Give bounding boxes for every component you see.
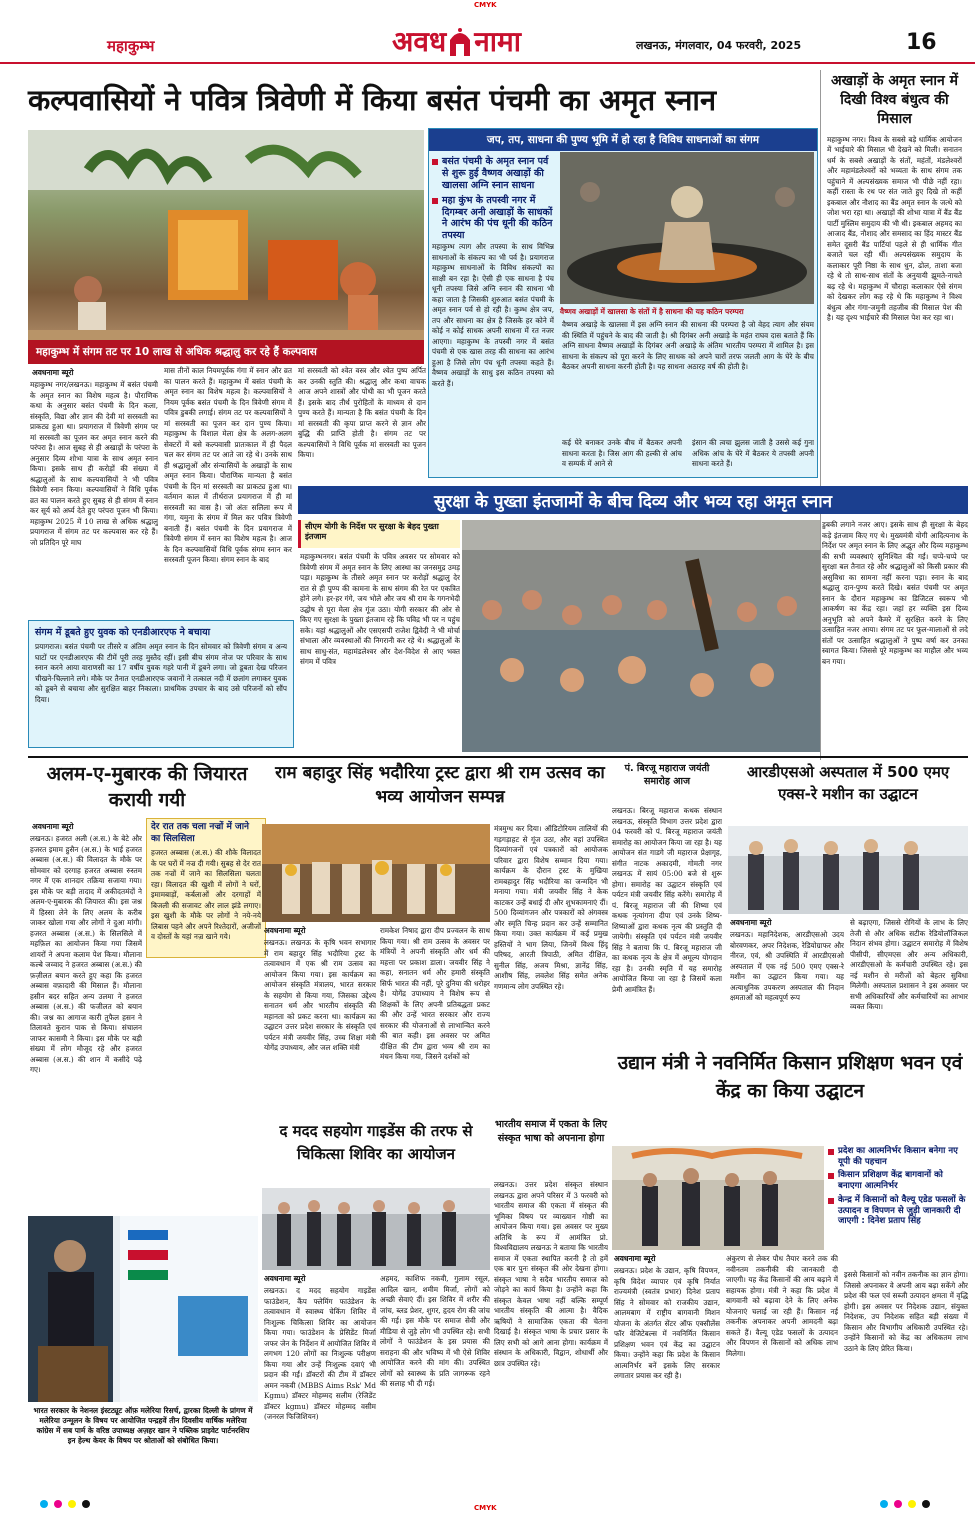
security-body-right: डुबकी लगाने नजर आए। इसके साथ ही सुरक्षा के बेहद कड़े इंतजाम किए गए थे। मुख्यमंत्री योगी आदित्यनाथ के निर्देश पर अमृत स्नान के लिए अद्भुत और दिव्य महाकुम्भ की सभी व्यवस्थाएं सुनिश्चित की गईं। चप्पे-चप्पे पर सुरक्षा बल तैनात रहे और श्रद्धालुओं को किसी प्रकार की असुविधा का सामना नहीं करना पड़ा। स्नान के बाद श्रद्धालु दान-पुण्य करते दिखे। बसंत पंचमी पर अमृत स्नान के दौरान महाकुम्भ का डिजिटल स्वरूप भी आकर्षण का केंद्र रहा। जहां हर व्यक्ति इस दिव्य अनुभूति को अपने कैमरे में सुरक्षित करने के लिए उत्साहित नजर आया। संगम तट पर फूल-मालाओं से लदे संतों पर उत्साहित श्रद्धालुओं ने पुष्प वर्षा कर उनका स्वागत किया। जिससे पूरे महाकुम्भ का माहौल और भव्य बन गया।: [822, 520, 968, 666]
horticulture-headline-box: [612, 1050, 968, 1142]
security-kicker: सीएम योगी के निर्देश पर सुरक्षा के बेहद पुख्ता इंतजाम: [305, 522, 439, 542]
alam-headline-box: [28, 762, 266, 818]
security-headline-bar: [298, 486, 968, 514]
yellow-dot-icon: [908, 1500, 916, 1508]
sidebar-body: महाकुम्भ नगर। विश्व के सबसे बड़े धार्मिक आयोजन में भाईचारे की मिसाल भी देखने को मिली। सनातन धर्म के सबसे अखाड़ों के संतों, महंतों, मंडलेश्वरों और महामंडलेश्वरों को भव्यता के साथ संगम तक पहुंचाने में अल्पसंख्यक समाज भी पीछे नहीं रहा। कहीं रास्ता के रथ पर संत जाते हुए दिखे तो कहीं इकबाल और नौशाद का बैंड अमृत स्नान के जत्थे को जोश भरा रहा था। अखाड़ों की शोभा यात्रा में बैंड बैंड पार्टी मुस्लिम समुदाय की भी थी। इकबाल अहमद का आजाद बैंड, नौशाद और समसाद का हिंद मास्टर बैंड समेत दूसरी बैंड पार्टियां पहले से ही धार्मिक गीत बजाते चल रही थीं। अल्पसंख्यक समुदाय के कलाकार पूरी निष्ठा के साथ धुन, ढोल, ताशा बजा रहे थे तो साथ-साथ संतों के अनुयायी झूमते-नाचते बढ़ रहे थे। महाकुम्भ में चौराहा कलाकार ऐसे संगम को देखकर लोग कह रहे थे कि महाकुम्भ ने विश्व बंधुत्व और गंगा-जमुनी तहजीब की मिसाल पेश की है। यह दृश्य भाईचारे की मिसाल पेश कर रहा था।: [827, 134, 962, 323]
malaria-conference-image: [28, 1216, 258, 1402]
horticulture-photo: [612, 1146, 824, 1250]
registration-strip-top: [0, 0, 975, 12]
lead-photo-caption: महाकुम्भ में संगम तट पर 10 लाख से अधिक श्रद्धालु कर रहे हैं कल्पवास: [36, 346, 317, 358]
madad-byline: अवधनामा ब्यूरो: [264, 1274, 306, 1283]
horticulture-body-col2: अंकुरण से लेकर पौध तैयार करने तक की नवीनतम तकनीकी की जानकारी दी जाएगी। यह केंद्र किसानों की आय बढ़ाने में सहायक होगा। मंत्री ने कहा कि प्रदेश में बागवानी को बढ़ावा देने के लिए अनेक योजनाएं चलाई जा रही हैं। किसान नई तकनीक अपनाकर अपनी आमदनी बढ़ा सकते हैं। वैल्यू एडेड फसलों के उत्पादन और विपणन से किसानों को अधिक लाभ मिलेगा।: [726, 1254, 838, 1358]
horticulture-bullet-1: प्रदेश का आत्मनिर्भर किसान बनेगा नए यूपी की पहचान: [828, 1146, 968, 1167]
horticulture-headline: उद्यान मंत्री ने नवनिर्मित किसान प्रशिक्षण भवन एवं केंद्र का किया उद्घाटन: [617, 1052, 963, 1102]
medical-camp-image: [262, 1188, 490, 1270]
ndrf-headline: संगम में डूबते हुए युवक को एनडीआरएफ ने बचाया: [35, 627, 211, 638]
xray-inauguration-image: [728, 826, 968, 914]
nazr-headline: देर रात तक चला नज्रों में जाने का सिलसिला: [151, 822, 250, 844]
sanskrit-headline-box: [494, 1118, 608, 1178]
training-centre-inauguration-image: [612, 1146, 824, 1250]
lead-headline-box: [28, 72, 818, 126]
ndrf-body: प्रयागराज। बसंत पंचमी पर तीसरे व अंतिम अमृत स्नान के दिन सोमवार को त्रिवेणी संगम व अन्य घाटों पर एनडीआरएफ की टीमें पूरी तरह मुस्तैद रहीं। इसी बीच संगम नोज पर परिवार के साथ स्नान करने आया वाराणसी का 17 वर्षीय युवक गहरे पानी में डूबने लगा। जो डूबता देख परिजन चीखने-चिल्लाने लगे। मौके पर तैनात एनडीआरएफ जवानों ने तत्काल नदी में छलांग लगाकर युवक को डूबने से बचाया और सुरक्षित बाहर निकाला। प्राथमिक उपचार के बाद उसे परिजनों को सौंप दिया।: [35, 642, 287, 704]
cmyk-label-bottom: CMYK: [474, 1504, 497, 1512]
madad-photo: [262, 1188, 490, 1270]
ndrf-box: [28, 620, 294, 748]
section-divider: [28, 756, 968, 758]
nazr-box: [146, 818, 266, 958]
madad-body-col2: अहमद, काशिफ नकवी, गुलाम रसूल, आदिल खान, शमीम मिर्जा, लोगों को अच्छी सेवाएं दीं। इस शिविर में शरीर की जांच, ब्लड प्रेशर, शुगर, हृदय रोग की जांच की गई। इस मौके पर समाज सेवी और मीडिया से जुड़े लोग भी उपस्थित रहे। सभी लोगों ने फाउंडेशन के इस प्रयास की सराहना की और भविष्य में भी ऐसे शिविर आयोजित करने की मांग की। उपस्थित लोगों को स्वास्थ्य के प्रति जागरूक रहने की सलाह भी दी गई।: [380, 1274, 490, 1388]
logo-text-right: नामा: [474, 25, 521, 58]
cyan-dot-icon: [40, 1500, 48, 1508]
sanskrit-headline: भारतीय समाज में एकता के लिए संस्कृत भाषा को अपनाना होगा: [494, 1119, 608, 1144]
horticulture-bullet-3: केन्द्र में किसानों को वैल्यू एडेड फसलों के उत्पादन व विपणन से जुड़ी जानकारी दी जाएगी : दिनेश प्रताप सिंह: [828, 1195, 968, 1227]
page-number: 16: [906, 30, 937, 55]
sidebar-headline: अखाड़ों के अमृत स्नान में दिखी विश्व बंधुत्व की मिसाल: [830, 73, 959, 127]
cmyk-label-top: CMYK: [474, 1, 497, 9]
alam-headline: अलम-ए-मुबारक की जियारत करायी गयी: [46, 763, 248, 811]
black-dot-icon: [82, 1500, 90, 1508]
horticulture-byline: अवधनामा ब्यूरो: [614, 1254, 656, 1263]
lead-photo-caption-bar: [28, 340, 424, 364]
feature-photo-caption-bar: [560, 305, 814, 319]
birju-headline-box: [612, 762, 722, 802]
ram-body-col3: मंत्रमुग्ध कर दिया। ऑडिटोरियम तालियों की गड़गड़ाहट से गूंज उठा, और वहां उपस्थित दिव्यांगजनों एवं पत्रकारों को आयोजक परिवार द्वारा विशेष सम्मान दिया गया। कार्यक्रम के दौरान ट्रस्ट के मुखिया रामबहादुर सिंह भदौरिया का जन्मदिन भी मनाया गया। मंत्री जयवीर सिंह ने केक काटकर उन्हें बधाई दी और शुभकामनाएं दीं। 500 दिव्यांगजन और पत्रकारों को अंगवस्त्र और स्मृति चिन्ह प्रदान कर उन्हें सम्मानित किया गया। उक्त कार्यक्रम में कई प्रमुख हस्तियों ने भाग लिया, जिनमें विश्व हिंदू परिषद, आरती त्रिपाठी, अमित दीक्षित, सुनील सिंह, अजय मिश्रा, ज्ञानेंद्र सिंह, आशीष सिंह, लवलेश सिंह समेत अनेक गणमान्य लोग उपस्थित रहे।: [494, 824, 608, 991]
nazr-body: हजरत अब्बास (अ.स.) की शौके विलादत के पर घरों में नज्र दी गयी। सुबह से देर रात तक नज्रों में जाने का सिलसिला चलता रहा। विलादत की खुशी में लोगों ने घरों, इमामबाड़ों, कर्बलाओं और दरगाहों में बिजली की सजावट और लाल झंडे लगाए। इस खुशी के मौके पर लोगों ने नये-नये लिबास पहने और अपने रिश्तेदारों, अजीजों व दोस्तों के यहां नज़्र खाने गये।: [151, 848, 261, 942]
feature-title: जप, तप, साधना की पुण्य भूमि में हो रहा है विविध साधनाओं का संगम: [486, 134, 760, 146]
horticulture-bullet-2: किसान प्रशिक्षण केंद्र बागवानों को बनाएगा आत्मनिर्भर: [828, 1170, 968, 1191]
feature-title-bar: [429, 129, 817, 151]
security-headline: सुरक्षा के पुख्ता इंतजामों के बीच दिव्य और भव्य रहा अमृत स्नान: [433, 491, 833, 512]
ram-utsav-stage-image: [262, 824, 490, 922]
security-body-left: महाकुम्भनगर। बसंत पंचमी के पवित्र अवसर पर सोमवार को त्रिवेणी संगम में अमृत स्नान के लिए आस्था का जनसमुद्र उमड़ पड़ा। महाकुम्भ के तीसरे अमृत स्नान पर करोड़ों श्रद्धालु देर रात से ही पुण्य की कामना के साथ संगम की रेत पर एकत्रित होने लगे। हर-हर गंगे, जय भोले और जय श्री राम के गगनभेदी उद्घोष से पूरा मेला क्षेत्र गूंज उठा। योगी सरकार की ओर से किए गए सुरक्षा के पुख्ता इंतजाम रहे कि पविद्र भी पर न पहुंच सके। यहां श्रद्धालुओं और एसएसपी राजेश द्विवेदी ने भी मोर्चा संभाला और व्यवस्थाओं की निगरानी कर रहे थे। श्रद्धालुओं के साथ साधु-संत, महामंडलेश्वर और देश-विदेश से आए भक्त संगम में पवित्र: [300, 552, 460, 666]
masthead: [0, 12, 975, 64]
feature-photo-caption: वैष्णव अखाड़ों में खालसा के संतों में है साधना की यह कठिन परम्परा: [560, 307, 744, 316]
alam-body: लखनऊ। हजरत अली (अ.स.) के बेटे और हजरत इमाम हुसैन (अ.स.) के भाई हजरत अब्बास (अ.स.) की विलादत के मौके पर सोमवार को दरगाह हजरत अब्बास रुस्तम नगर में एक शानदार तक्रिया सजाया गया। इस मौके पर बड़ी तादाद में अकीदतमंदों ने अलम-ए-मुबारक की जियारत की। इस जश्न में हिस्सा लेने के लिए अलम के करीब जाकर खोला गया और लोगों ने दुआ मांगी। हजरत अब्बास (अ.स.) के सिलसिले में महफ़िल का आयोजन किया गया जिसमें शायरों ने अपना कलाम पेश किया। मौलाना कल्बे जव्वाद ने हजरत अब्बास (अ.स.) की फ़ज़ीलत बयान करते हुए कहा कि हजरत अब्बास वफ़ादारी की मिसाल हैं। मौलाना हसीन बदर सहित अन्य उलमा ने हजरत अब्बास (अ.स.) की फजीलत को बयान की। जश्न का आगाज कारी तुफैल हसन ने तिलावते कुरान पाक से किया। संचालन जाफर कासमी ने किया। इस मौके पर बड़ी संख्या में लोग मौजूद रहे और हजरत अब्बास (अ.स.) की शान में कसीदे पढ़े गए।: [30, 834, 142, 1074]
feature-bullet-1: बसंत पंचमी के अमृत स्नान पर्व से शुरू हुई वैष्णव अखाड़ों की खालसा अग्नि स्नान साधना: [432, 156, 554, 192]
ram-photo: [262, 824, 490, 922]
lead-body-col1: महाकुम्भ नगर/लखनऊ। महाकुम्भ में बसंत पंचमी के अमृत स्नान का विशेष महत्व है। पौराणिक कथा के अनुसार बसंत पंचमी के दिन कला, संस्कृति, विद्या और ज्ञान की देवी मां सरस्वती का प्राकट्य हुआ था। प्रयागराज में त्रिवेणी संगम पर मां सरस्वती का पूजन कर अमृत स्नान करने की परंपरा है। आज सुबह से ही अखाड़ों के परंपरा के अनुसार दिव्य शोभा यात्रा के साथ अमृत स्नान किया। इसके साथ ही करोड़ों की संख्या में श्रद्धालुओं के साथ कल्पवासियों ने भी पवित्र त्रिवेणी स्नान किया। कल्पवासियों ने विधि पूर्वक व्रत का पालन करते हुए सुबह से ही संगम में स्नान कर सूर्य को अर्घ्य देते हुए परंपरा पूजन भी किया। महाकुम्भ 2025 में 10 लाख से अधिक श्रद्धालु प्रयागराज में संगम तट पर कल्पवास कर रहे हैं। जो प्रतिदिन पूरे माघ: [30, 380, 158, 547]
birju-body: लखनऊ। बिरजू महाराज कथक संस्थान लखनऊ, संस्कृति विभाग उत्तर प्रदेश द्वारा 04 फरवरी को पं. बिरजू महाराज जयंती समारोह का आयोजन किया जा रहा है। यह आयोजन संत गाडगे जी महाराज प्रेक्षागृह, संगीत नाटक अकादमी, गोमती नगर लखनऊ में सायं 05:00 बजे से शुरू होगा। समारोह का उद्घाटन संस्कृति एवं पर्यटन मंत्री जयवीर सिंह करेंगे। समारोह में पं. बिरजू महाराज जी की शिष्या एवं कथक नृत्यांगना दीपा एवं उनके शिष्य-शिष्याओं द्वारा कथक नृत्य की प्रस्तुति दी जायेगी। संस्कृति एवं पर्यटन मंत्री जयवीर सिंह ने बताया कि पं. बिरजू महाराज जी का कथक नृत्य के क्षेत्र में अमूल्य योगदान रहा है। उनकी स्मृति में यह समारोह आयोजित किया जा रहा है जिसमें कला प्रेमी आमंत्रित हैं।: [612, 806, 722, 994]
conference-caption-box: [28, 1404, 258, 1484]
ram-body-col1: लखनऊ। लखनऊ के कृषि भवन सभागार में राम बहादुर सिंह भदौरिया ट्रस्ट के तत्वावधान में एक श्री राम उत्सव का आयोजन किया गया। इस कार्यक्रम का आयोजन संस्कृति मंत्रालय, भारत सरकार के सहयोग से किया गया, जिसका उद्देश्य सनातन धर्म और भारतीय संस्कृति की महानता को प्रकट करना था। कार्यक्रम का उद्घाटन उत्तर प्रदेश सरकार के संस्कृति एवं पर्यटन मंत्री जयवीर सिंह, उच्च शिक्षा मंत्री योगेंद्र उपाध्याय, और जल शक्ति मंत्री: [264, 938, 376, 1052]
lead-body-col3: मां सरस्वती को श्वेत वस्त्र और श्वेत पुष्प अर्पित कर उनकी स्तुति की। श्रद्धालु और कथा वाचक आज अपने शास्त्रों और पोथी का भी पूजन करते हैं। इसके बाद तीर्थ पुरोहितों के माध्यम से दान पुण्य करते हैं। मान्यता है कि बसंत पंचमी के दिन मां सरस्वती की कृपा प्राप्त करने से ज्ञान और बुद्धि की प्राप्ति होती है। संगम तट पर कल्पवासियों ने विधि पूर्वक मां सरस्वती का पूजन किया।: [298, 366, 426, 459]
sanskrit-body: लखनऊ। उत्तर प्रदेश संस्कृत संस्थान लखनऊ द्वारा अपने परिसर में 3 फरवरी को भारतीय समाज की एकता में संस्कृत की भूमिका विषय पर व्याख्यान गोष्ठी का आयोजन किया गया। इस अवसर पर मुख्य अतिथि के रूप में आमंत्रित प्रो. विश्वविद्यालय लखनऊ ने बताया कि भारतीय समाज में एकता स्थापित करनी है तो हमें एक बार पुनः संस्कृत की ओर देखना होगा। संस्कृत भाषा ने सदैव भारतीय समाज को जोड़ने का कार्य किया है। उन्होंने कहा कि संस्कृत केवल भाषा नहीं बल्कि सम्पूर्ण भारतीय संस्कृति की आत्मा है। वैदिक ऋषियों ने सामाजिक एकता की चेतना दिखाई है। संस्कृत भाषा के प्रचार प्रसार के लिए सभी को आगे आना होगा। कार्यक्रम में संस्थान के अधिकारी, विद्वान, शोधार्थी और छात्र उपस्थित रहे।: [494, 1180, 608, 1368]
ram-byline: अवधनामा ब्यूरो: [264, 926, 306, 935]
horticulture-bullets: [828, 1146, 968, 1230]
horticulture-body-col3: इससे किसानों को नवीन तकनीक का ज्ञान होगा। जिससे अपनाकर वे अपनी आय बढ़ा सकेंगे और प्रदेश की फल एवं सब्जी उत्पादन क्षमता में वृद्धि होगी। इस अवसर पर निदेशक उद्यान, संयुक्त निदेशक, उप निदेशक सहित बड़ी संख्या में किसान और विभागीय अधिकारी उपस्थित रहे। उन्होंने किसानों को केंद्र का अधिकतम लाभ उठाने के लिए प्रेरित किया।: [844, 1270, 968, 1353]
alam-byline: अवधनामा ब्यूरो: [32, 822, 74, 831]
madad-headline-box: [262, 1120, 490, 1184]
section-label: महाकुम्भ: [107, 37, 155, 55]
lead-body-col2: मास तीनों काल नियमपूर्वक गंगा में स्नान और व्रत का पालन करते हैं। महाकुम्भ में बसंत पंचमी के अमृत स्नान का विशेष महत्व है। कल्पवासियों ने नियम पूर्वक बसंत पंचमी के दिन त्रिवेणी संगम में पवित्र डुबकी लगाई। संगम तट पर कल्पवासियों ने मां सरस्वती का पूजन कर दान पुण्य किया। महाकुम्भ के विशाल मेला क्षेत्र के अलग-अलग सेक्टरों में बसे कल्पवासी प्रातःकाल में ही पैदल चल कर संगम तट पर आते जा रहे थे। उनके साथ ही श्रद्धालुओं और संन्यासियों के अखाड़ों के साथ अमृत स्नान किया। पौराणिक मान्यता है बसंत पंचमी के दिन मां सरस्वती का प्राकट्य हुआ था। वर्तमान काल में तीर्थराज प्रयागराज में ही मां सरस्वती का वास है। जो अंतः सलिला रूप में गंगा, यमुना के संगम में मिल कर पवित्र त्रिवेणी बनाती हैं। बसंत पंचमी के दिन प्रयागराज में त्रिवेणी संगम में स्नान का विशेष महत्व है। आज के दिन कल्पवासियों विधि पूर्वक संगम स्नान कर सरस्वती पूजन किया। संगम स्नान के बाद: [164, 366, 292, 564]
cyan-dot-icon: [880, 1500, 888, 1508]
kalpvasi-ritual-image: [28, 130, 424, 362]
rdso-headline-box: [728, 762, 968, 822]
black-dot-icon: [922, 1500, 930, 1508]
ram-headline: राम बहादुर सिंह भदौरिया ट्रस्ट द्वारा श्री राम उत्सव का भव्य आयोजन सम्पन्न: [275, 763, 605, 807]
feature-body-col1: महाकुम्भ त्याग और तपस्या के साथ विभिन्न साधनाओं के संकल्प का भी पर्व है। प्रयागराज महाकुम्भ साधनाओं के विविध संकल्पों का साक्षी बन रहा है। ऐसी ही एक साधना है पंच धूनी तपस्या जिसे अग्नि स्नान की साधना भी कहा जाता है जिसकी शुरुआत बसंत पंचमी के अमृत स्नान पर्व से हो रही है। कुम्भ क्षेत्र जप, तप और साधना का क्षेत्र है जिसके हर कोने में कोई न कोई साधक अपनी साधना में रत नजर आएगा। महाकुम्भ के तपस्वी नगर में बसंत पंचमी से एक खास तरह की साधना का आरंभ हुआ है जिसे लोग पंच धूनी तपस्या कहते हैं। वैष्णव अखाड़ों के साधु इस कठिन तपस्या को करते हैं।: [432, 242, 554, 388]
logo-emblem-icon: [446, 24, 474, 58]
logo-text-left: अवध: [392, 25, 447, 58]
rdso-photo: [728, 826, 968, 914]
feature-body-col2: वैष्णव अखाड़े के खालसा में इस अग्नि स्नान की साधना की परम्परा है जो वेहद त्याग और संयम की स्थिति में पहुंचने के बाद की जाती है। श्री दिगंबर अनी अखाड़े के महंत राघव दास बताते हैं कि अग्नि साधना वैष्णव अखाड़ों के दिगंबर अनी अखाड़े के अंतिम भारतीय परम्परा में शामिल है। इस साधना के संकल्प को पूरा करने के लिए साधक को अपने चारों तरफ जलती आग के घेरे के बीच बैठकर अपनी साधना करनी होती है। यह साधना अठारह वर्ष की होती है।: [562, 320, 814, 371]
feature-body-col4: इंसान की त्वचा झुलस जाती है उससे कई गुना अधिक आंच के घेरे में बैठकर ये तपस्वी अपनी साधना करते हैं।: [692, 438, 814, 468]
lead-headline: कल्पवासियों ने पवित्र त्रिवेणी में किया बसंत पंचमी का अमृत स्नान: [28, 82, 717, 117]
rdso-headline: आरडीएसओ अस्पताल में 500 एमए एक्स-रे मशीन का उद्घाटन: [746, 763, 950, 803]
feature-body-col3: कई घेरे बनाकर उनके बीच में बैठकर अपनी साधना करता है। जिस आग की हल्की से आंच व सम्पर्क में आने से: [562, 438, 682, 468]
feature-photo: [560, 152, 814, 304]
dateline: लखनऊ, मंगलवार, 04 फरवरी, 2025: [636, 39, 802, 52]
lead-photo: [28, 130, 424, 362]
rdso-body-col1: लखनऊ। महानिदेशक, आरडीएसओ उदय बोरवणकर, अपर निदेशक, रेडियोग्राफर और नीरज, एवं, श्री उपस्थिति में आरडीएसओ अस्पताल में एक नई 500 एमए एक्स-रे मशीन का उद्घाटन किया गया। यह अत्याधुनिक उपकरण अस्पताल की निदान क्षमताओं को महत्वपूर्ण रूप: [730, 930, 844, 1002]
birju-headline: पं. बिरजू महाराज जयंती समारोह आज: [624, 763, 710, 788]
madad-body-col1: लखनऊ। द मदद सहयोग गाइडेंस फाउंडेशन, कैंप फ्लेमिंग फाउंडेशन के तत्वावधान में स्वास्थ्य चेकिंग शिविर में निःशुल्क चिकित्सा शिविर का आयोजन किया गया। फाउंडेशन के प्रेसिडेंट मिर्जा जफर जेन के निर्देशन में आयोजित शिविर में लगभग 120 लोगों का निःशुल्क परीक्षण किया गया और उन्हें निःशुल्क दवाएं भी प्रदान की गईं। डॉक्टरों की टीम में डॉक्टर अमन नकवी (MBBS Aims Rsk' Md Kgmu) डॉक्टर मोहम्मद सलीम (रेजिडेंट डॉक्टर kgmu) डॉक्टर मोहम्मद वसीम (जनरल फिजिशियन): [264, 1286, 376, 1421]
security-kicker-box: [298, 520, 460, 548]
feature-bullet-2: महा कुंभ के तपस्वी नगर में दिगम्बर अनी अखाड़ों के साधकों ने आरंभ की पंच धूनी की कठिन तपस्या: [432, 195, 554, 243]
ram-headline-box: [272, 762, 608, 822]
magenta-dot-icon: [894, 1500, 902, 1508]
yellow-dot-icon: [68, 1500, 76, 1508]
sangam-crowd-image: [462, 520, 820, 752]
sadhu-fire-ritual-image: [560, 152, 814, 304]
rdso-byline: अवधनामा ब्यूरो: [730, 918, 772, 927]
madad-headline: द मदद सहयोग गाइडेंस की तरफ से चिकित्सा शिविर का आयोजन: [279, 1122, 473, 1163]
ram-body-col2: रामकेश निषाद द्वारा दीप प्रज्वलन के साथ किया गया। श्री राम उत्सव के अवसर पर मंत्रियों ने अपनी संस्कृति और धर्म की महत्ता पर प्रकाश डाला। जयवीर सिंह ने कहा, सनातन धर्म और हमारी संस्कृति सिर्फ भारत की नहीं, पूरे दुनिया की धरोहर है। योगेंद्र उपाध्याय ने विशेष रूप से शिक्षकों के लिए अपनी प्रतिबद्धता प्रकट की और उन्हें भारत सरकार और राज्य सरकार की योजनाओं से लाभान्वित करने की बात कही। इस अवसर पर अमित दीक्षित की टीम द्वारा भव्य श्री राम का मंचन किया गया, जिसने दर्शकों को: [380, 926, 490, 1061]
magenta-dot-icon: [54, 1500, 62, 1508]
feature-bullets: [432, 156, 554, 245]
conference-caption: भारत सरकार के नेशनल इंस्टट्यूट ऑफ़ मलेरिया रिसर्च, द्वारका दिल्ली के प्रांगण में मलेरिया उन्मूलन के विषय पर आयोजित पन्द्रहवें तीन दिवसीय वार्षिक मलेरिया कांग्रेस में सब पार्म के वरिष्ठ उपाध्यक्ष अज़हर खान ने पब्लिक प्राइवेट पार्टनरशिप इन हेल्थ केयर के विषय पर श्रोताओं को संबोधित किया।: [33, 1406, 253, 1445]
brand-logo: [392, 24, 521, 58]
horticulture-body-col1: लखनऊ। प्रदेश के उद्यान, कृषि विपणन, कृषि विदेश व्यापार एवं कृषि निर्यात राज्यमंत्री (स्वतंत्र प्रभार) दिनेश प्रताप सिंह ने सोमवार को राजकीय उद्यान, आलमबाग में राष्ट्रीय बागवानी मिशन योजना के अंतर्गत सेंटर ऑफ एक्सीलेंस फॉर वेजिटेबल्स में नवनिर्मित किसान प्रशिक्षण भवन एवं केंद्र का उद्घाटन किया। उन्होंने कहा कि प्रदेश के किसान आत्मनिर्भर बनें इसके लिए सरकार लगातार प्रयास कर रही है।: [614, 1266, 720, 1380]
lead-byline: अवधनामा ब्यूरो: [32, 368, 74, 377]
conference-photo: [28, 1216, 258, 1402]
registration-strip-bottom: [0, 1496, 975, 1519]
security-photo: [462, 520, 820, 752]
rdso-body-col2: से बढ़ाएगा, जिससे रोगियों के लाभ के लिए तेजी से और अधिक सटीक रेडियोलॉजिकल निदान संभव होगा। उद्घाटन समारोह में विशेष पीसीपी, सीएमएस और अन्य अधिकारी, आरडीएसओ के कर्मचारी उपस्थित रहे। इस नई मशीन से मरीजों को बेहतर सुविधा मिलेगी। अस्पताल प्रशासन ने इस अवसर पर सभी अधिकारियों और कर्मचारियों का आभार व्यक्त किया।: [850, 918, 968, 1011]
